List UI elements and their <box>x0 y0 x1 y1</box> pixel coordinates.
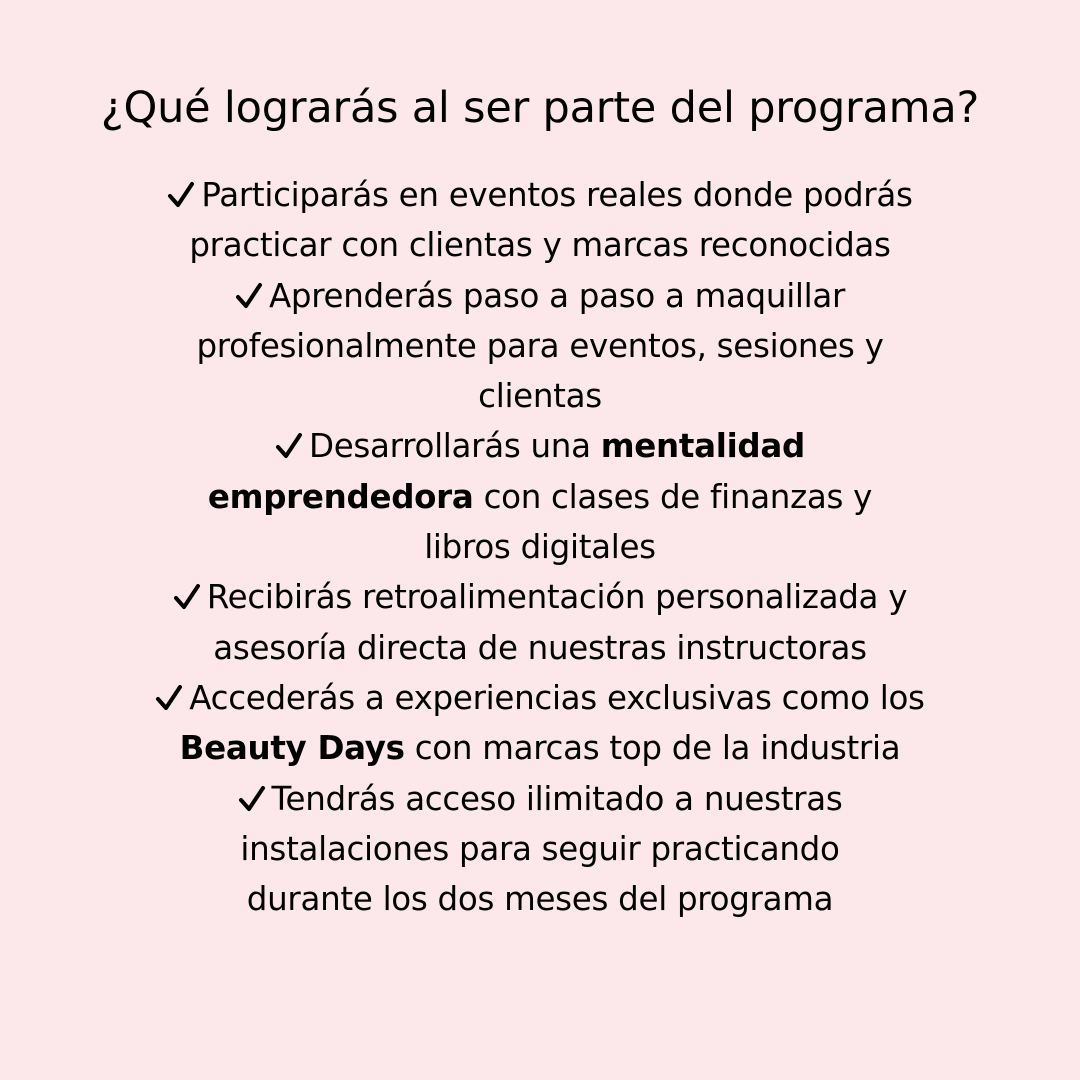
check-icon <box>238 784 266 814</box>
benefit-text-after: con clases de finanzas y libros digitales <box>424 477 873 567</box>
benefit-highlight: Beauty Days <box>179 729 405 768</box>
benefit-text: Recibirás retroalimentación personalizada y asesoría directa de nuestras instructoras <box>206 578 908 667</box>
check-icon <box>275 431 303 461</box>
check-icon <box>167 180 195 210</box>
check-icon <box>155 683 183 713</box>
benefit-text: Tendrás acceso ilimitado a nuestras instalaciones para seguir practicando durante los dos meses del programa <box>240 779 843 919</box>
benefit-text-after: con marcas top de la industria <box>404 729 901 768</box>
benefit-text: Participarás en eventos reales donde podrás practicar con clientas y marcas reconocidas <box>189 176 913 265</box>
check-icon <box>235 281 263 311</box>
benefits-list <box>100 170 980 924</box>
benefit-item-facilities <box>180 774 900 925</box>
check-icon <box>173 582 201 612</box>
page-title: ¿Qué lograrás al ser parte del programa? <box>100 83 980 133</box>
benefit-item-makeup <box>145 271 935 422</box>
benefit-item-mindset <box>160 421 920 572</box>
benefit-text-before: Accederás a experiencias exclusivas como los <box>189 678 925 717</box>
benefit-highlight: mentalidad emprendedora <box>207 427 805 516</box>
benefit-text: Aprenderás paso a paso a maquillar profesionalmente para eventos, sesiones y clientas <box>196 276 884 416</box>
benefit-item-events <box>115 170 965 271</box>
benefit-item-feedback <box>115 572 965 673</box>
benefit-item-beauty-days <box>130 673 950 774</box>
benefit-text-before: Desarrollarás una <box>308 427 601 466</box>
